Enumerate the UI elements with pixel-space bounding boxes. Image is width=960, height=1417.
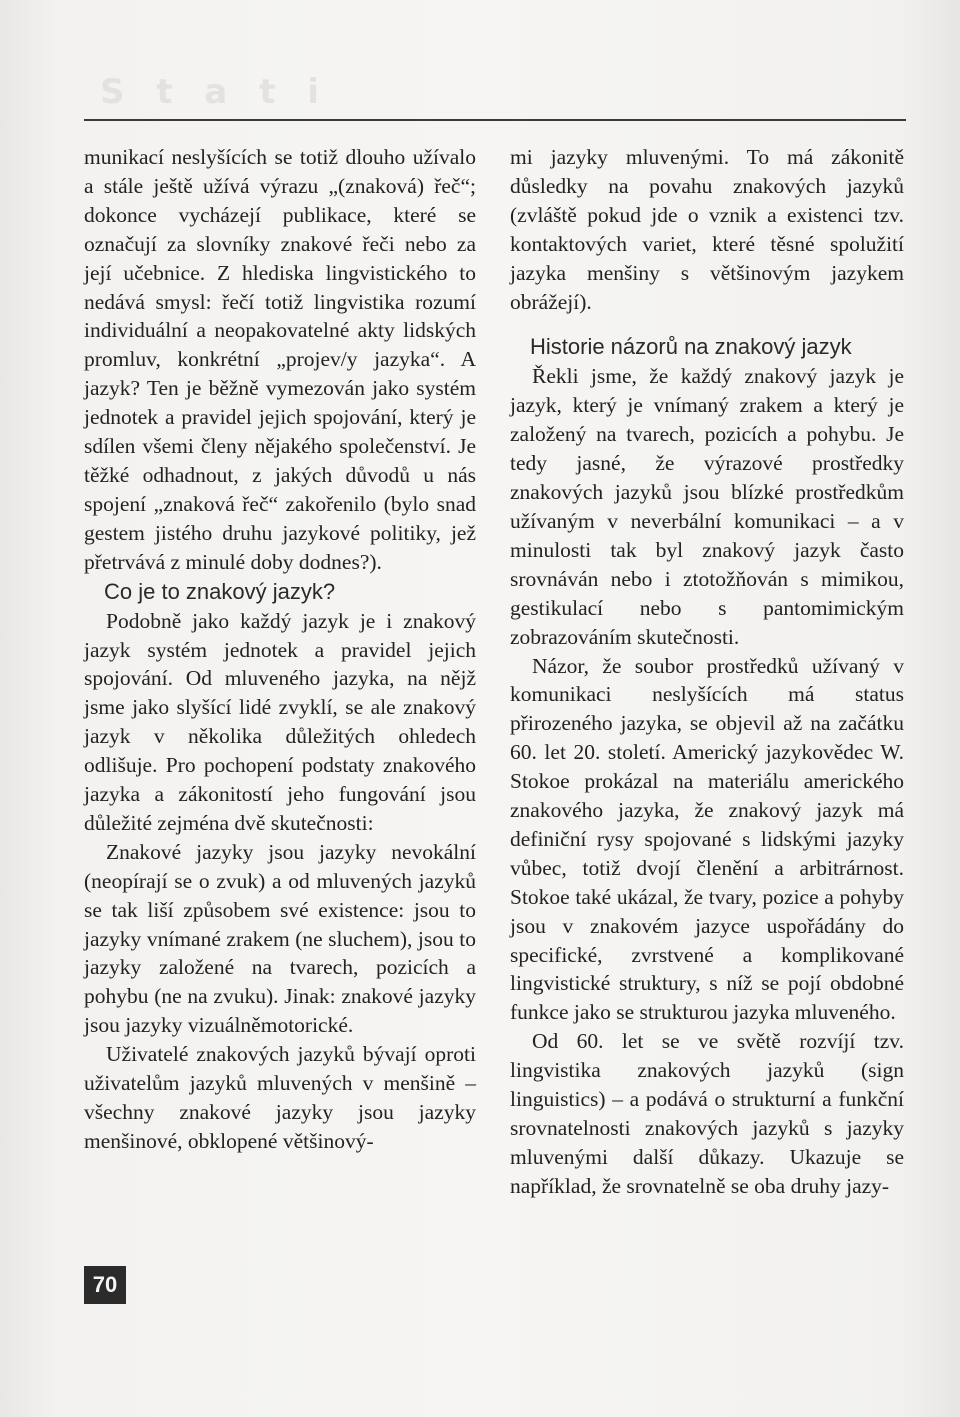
section-heading-historie: Historie názorů na znakový jazyk bbox=[530, 334, 852, 360]
paragraph-right-4: Od 60. let se ve světě rozvíjí tzv. lingvistika znakových jazyků (sign linguistics) – a podává o strukturní a funkční srovnatelnosti znakových jazyků s jazyky mluvenými další důkazy. Ukazuje se například, že srovnatelně se oba druhy jazy- bbox=[510, 1029, 904, 1198]
paragraph-left-1: munikací neslyšících se totiž dlouho užívalo a stále ještě užívá výrazu „(znaková) řeč“; dokonce vycházejí publikace, které se označují za slovníky znakové řeči nebo za její učebnice. Z hlediska lingvistického to nedává smysl: řečí totiž lingvistika rozumí individuální a neopakovatelné akty lidských promluv, konkrétní „projev/y jazyka“. A jazyk? Ten je běžně vymezován jako systém jednotek a pravidel jejich spojování, který je sdílen všemi členy nějakého společenství. Je těžké odhadnout, z jakých důvodů u nás spojení „znaková řeč“ zakořenilo (bylo snad gestem jistého druhu jazykové politiky, jež přetrvává z minulé doby dodnes?). bbox=[84, 145, 476, 574]
paragraph-left-2: Podobně jako každý jazyk je i znakový jazyk systém jednotek a pravidel jejich spojování. Od mluveného jazyka, na nějž jsme jako slyšící lidé zvyklí, se ale znakový jazyk v několika důležitých ohledech odlišuje. Pro pochopení podstaty znakového jazyka a zákonitostí jeho fungování jsou důležité zejména dvě skutečnosti: bbox=[84, 608, 476, 835]
paragraph-left-4: Uživatelé znakových jazyků bývají oproti uživatelům jazyků mluvených v menšině – všechny znakové jazyky jsou jazyky menšinové, obklopené většinový- bbox=[84, 1042, 476, 1153]
faint-running-header: S t a t i bbox=[100, 72, 329, 112]
paragraph-right-1: mi jazyky mluvenými. To má zákonitě důsledky na povahu znakových jazyků (zvláště pokud jde o vznik a existenci tzv. kontaktových variet, které těsné spolužití jazyka menšiny s většinovým jazykem obrážejí). bbox=[510, 145, 904, 314]
header-rule bbox=[84, 119, 906, 121]
paragraph-right-2: Řekli jsme, že každý znakový jazyk je jazyk, který je vnímaný zrakem a který je založený na tvarech, pozicích a pohybu. Je tedy jasné, že výrazové prostředky znakových jazyků jsou blízké prostředkům užívaným v neverbální komunikaci – a v minulosti tak byl znakový jazyk často srovnáván nebo i ztotožňován s mimikou, gestikulací nebo s pantomimickým zobrazováním skutečnosti. bbox=[510, 364, 904, 649]
left-column bbox=[84, 143, 476, 1156]
right-column bbox=[510, 143, 904, 1201]
paragraph-left-3: Znakové jazyky jsou jazyky nevokální (neopírají se o zvuk) a od mluvených jazyků se tak liší způsobem své existence: jsou to jazyky vnímané zrakem (ne sluchem), jsou to jazyky založené na tvarech, pozicích a pohybu (ne na zvuku). Jinak: znakové jazyky jsou jazyky vizuálněmotorické. bbox=[84, 839, 476, 1038]
paragraph-right-3: Názor, že soubor prostředků užívaný v komunikaci neslyšících má status přirozeného jazyka, se objevil až na začátku 60. let 20. století. Americký jazykovědec W. Stokoe prokázal na materiálu amerického znakového jazyka, že znakový jazyk má definiční rysy spojované s lidskými jazyky vůbec, totiž dvojí členění a arbitrárnost. Stokoe také ukázal, že tvary, pozice a pohyby jsou v znakovém jazyce uspořádány do specifické, zvrstvené a komplikované lingvistické struktury, s níž se pojí obdobné funkce jako se strukturou jazyka mluveného. bbox=[510, 653, 904, 1025]
section-heading-co-je-to-znakovy-jazyk: Co je to znakový jazyk? bbox=[104, 578, 336, 604]
page-number-badge: 70 bbox=[84, 1266, 126, 1304]
